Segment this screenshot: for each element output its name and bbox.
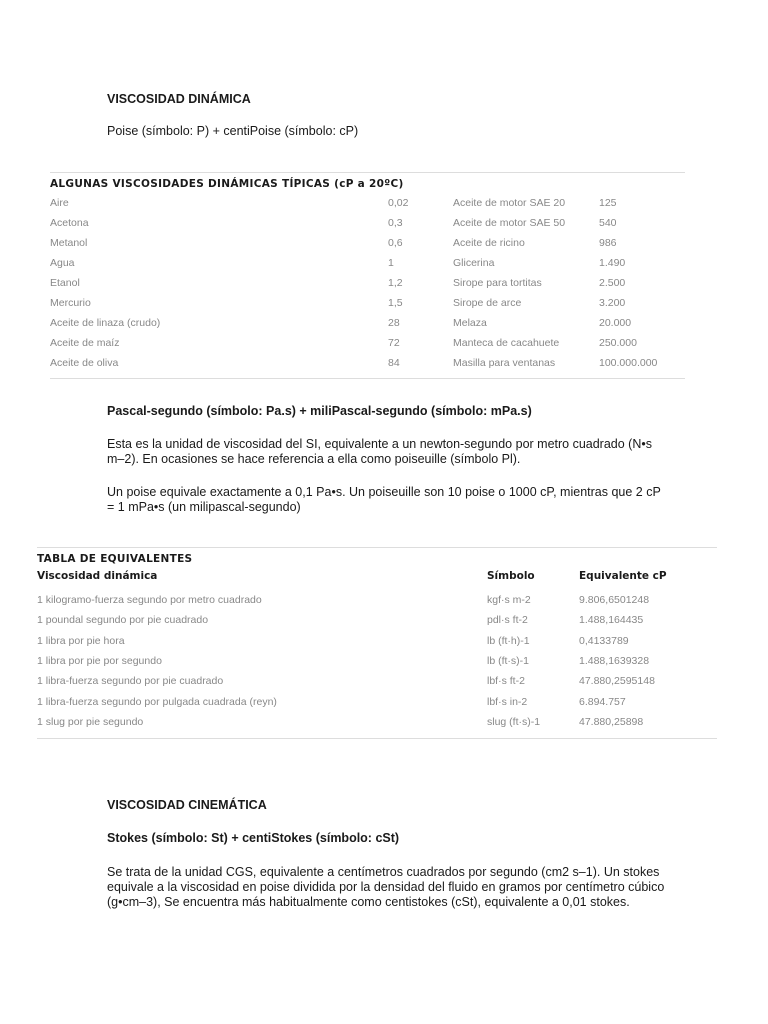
viscosity-value: 100.000.000 xyxy=(599,357,658,369)
equiv-table-bottom-rule xyxy=(37,738,717,739)
substance-name: Aceite de ricino xyxy=(453,237,525,249)
viscosity-value: 250.000 xyxy=(599,337,637,349)
unit-symbol: pdl·s ft-2 xyxy=(487,614,528,627)
viscosity-value: 986 xyxy=(599,237,617,249)
unit-name: 1 libra-fuerza segundo por pulgada cuadrada (reyn) xyxy=(37,695,277,708)
cp-equivalent: 9.806,6501248 xyxy=(579,594,650,607)
unit-name: 1 libra por pie por segundo xyxy=(37,655,162,668)
dynamic-viscosity-units: Poise (símbolo: P) + centiPoise (símbolo: cP) xyxy=(107,124,359,138)
unit-symbol: kgf·s m-2 xyxy=(487,594,531,607)
kinematic-paragraph-1: Se trata de la unidad CGS, equivalente a centímetros cuadrados por segundo (cm2 s–1). Un stokes equivale a la viscosidad en poise dividida por la densidad del fluido en gramos por centímetro cúbico (g•cm–3), Se encuentra más habitualmente como centistokes (cSt), equivalente a 0,01 stokes. xyxy=(107,865,665,909)
unit-name: 1 kilogramo-fuerza segundo por metro cuadrado xyxy=(37,594,262,607)
substance-name: Metanol xyxy=(50,237,88,249)
viscosity-value: 125 xyxy=(599,197,617,209)
viscosity-value: 72 xyxy=(388,337,400,349)
viscosity-value: 0,3 xyxy=(388,217,403,229)
table-row xyxy=(37,671,699,691)
table-row xyxy=(37,610,699,630)
cp-equivalent: 0,4133789 xyxy=(579,634,629,647)
table-row xyxy=(50,193,689,213)
unit-name: 1 libra por pie hora xyxy=(37,634,125,647)
unit-symbol: lb (ft·h)-1 xyxy=(487,634,530,647)
table-row xyxy=(50,253,689,273)
table-row xyxy=(50,313,689,333)
viscosity-value: 28 xyxy=(388,317,400,329)
table-row xyxy=(50,333,689,353)
cp-equivalent: 6.894.757 xyxy=(579,695,626,708)
substance-name: Masilla para ventanas xyxy=(453,357,556,369)
typical-table-bottom-rule xyxy=(50,378,685,379)
viscosity-value: 2.500 xyxy=(599,277,626,289)
unit-name: 1 libra-fuerza segundo por pie cuadrado xyxy=(37,675,224,688)
substance-name: Manteca de cacahuete xyxy=(453,337,560,349)
viscosity-value: 0,02 xyxy=(388,197,409,209)
substance-name: Aceite de maíz xyxy=(50,337,120,349)
equivalents-table xyxy=(37,590,699,732)
substance-name: Aceite de oliva xyxy=(50,357,119,369)
pascal-paragraph-2: Un poise equivale exactamente a 0,1 Pa•s. Un poiseuille son 10 poise o 1000 cP, mientras que 2 cP = 1 mPa•s (un milipascal-segundo) xyxy=(107,485,661,514)
unit-symbol: lbf·s in-2 xyxy=(487,695,528,708)
substance-name: Sirope de arce xyxy=(453,297,522,309)
kinematic-viscosity-title: VISCOSIDAD CINEMÁTICA xyxy=(107,798,267,812)
unit-symbol: slug (ft·s)-1 xyxy=(487,715,541,728)
table-row xyxy=(50,273,689,293)
viscosity-value: 1,2 xyxy=(388,277,403,289)
viscosity-value: 1 xyxy=(388,257,394,269)
table-row xyxy=(37,631,699,651)
viscosity-value: 20.000 xyxy=(599,317,632,329)
table-row xyxy=(37,590,699,610)
table-row xyxy=(37,712,699,732)
substance-name: Sirope para tortitas xyxy=(453,277,542,289)
dynamic-viscosity-title: VISCOSIDAD DINÁMICA xyxy=(107,92,251,106)
equiv-header-name: Viscosidad dinámica xyxy=(37,570,158,582)
cp-equivalent: 1.488,164435 xyxy=(579,614,644,627)
equiv-table-top-rule xyxy=(37,547,717,548)
equiv-header-equiv: Equivalente cP xyxy=(579,570,667,582)
unit-name: 1 slug por pie segundo xyxy=(37,715,144,728)
table-row xyxy=(50,353,689,373)
substance-name: Glicerina xyxy=(453,257,495,269)
pascal-second-title: Pascal-segundo (símbolo: Pa.s) + miliPascal-segundo (símbolo: mPa.s) xyxy=(107,404,532,418)
viscosity-value: 1.490 xyxy=(599,257,626,269)
equiv-table-caption: TABLA DE EQUIVALENTES xyxy=(37,553,193,565)
kinematic-viscosity-units: Stokes (símbolo: St) + centiStokes (símbolo: cSt) xyxy=(107,831,400,845)
viscosity-value: 84 xyxy=(388,357,400,369)
table-row xyxy=(37,691,699,711)
equiv-header-symbol: Símbolo xyxy=(487,570,535,582)
substance-name: Aceite de linaza (crudo) xyxy=(50,317,161,329)
pascal-paragraph-1: Esta es la unidad de viscosidad del SI, equivalente a un newton-segundo por metro cuadrado (N•s m–2). En ocasiones se hace referencia a ella como poiseuille (símbolo Pl). xyxy=(107,437,652,466)
substance-name: Agua xyxy=(50,257,75,269)
cp-equivalent: 1.488,1639328 xyxy=(579,655,650,668)
table-row xyxy=(50,293,689,313)
typical-table-caption: ALGUNAS VISCOSIDADES DINÁMICAS TÍPICAS (cP a 20ºC) xyxy=(50,178,404,190)
typical-viscosities-table xyxy=(50,193,689,373)
substance-name: Aire xyxy=(50,197,69,209)
table-row xyxy=(50,213,689,233)
substance-name: Melaza xyxy=(453,317,487,329)
substance-name: Mercurio xyxy=(50,297,91,309)
substance-name: Etanol xyxy=(50,277,80,289)
viscosity-value: 1,5 xyxy=(388,297,403,309)
unit-symbol: lb (ft·s)-1 xyxy=(487,655,529,668)
cp-equivalent: 47.880,2595148 xyxy=(579,675,655,688)
table-row xyxy=(50,233,689,253)
viscosity-value: 540 xyxy=(599,217,617,229)
table-row xyxy=(37,651,699,671)
unit-name: 1 poundal segundo por pie cuadrado xyxy=(37,614,209,627)
viscosity-value: 0,6 xyxy=(388,237,403,249)
substance-name: Aceite de motor SAE 20 xyxy=(453,197,566,209)
cp-equivalent: 47.880,25898 xyxy=(579,715,644,728)
unit-symbol: lbf·s ft-2 xyxy=(487,675,525,688)
viscosity-value: 3.200 xyxy=(599,297,626,309)
typical-table-top-rule xyxy=(50,172,685,173)
substance-name: Aceite de motor SAE 50 xyxy=(453,217,566,229)
substance-name: Acetona xyxy=(50,217,89,229)
